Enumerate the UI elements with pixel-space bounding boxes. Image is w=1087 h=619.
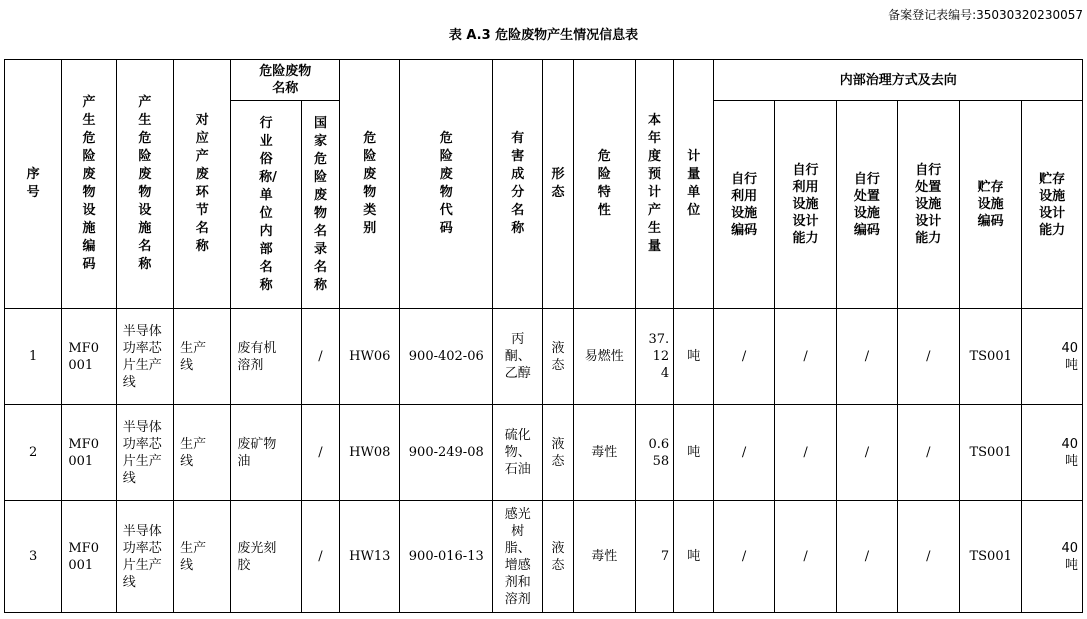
cell-code: 900-016-13 bbox=[400, 501, 493, 613]
cell-storage-capacity: 40吨 bbox=[1022, 309, 1083, 405]
cell-storage-capacity: 40吨 bbox=[1022, 501, 1083, 613]
cell-self-dispose-code: / bbox=[837, 405, 897, 501]
cell-property: 毒性 bbox=[573, 501, 635, 613]
cell-storage-capacity: 40吨 bbox=[1022, 405, 1083, 501]
record-number: 备案登记表编号:35030320230057 bbox=[888, 8, 1083, 22]
header-unit: 计量单位 bbox=[674, 60, 714, 309]
cell-facility-name: 半导体功率芯片生产线 bbox=[116, 309, 173, 405]
header-category: 危险废物类别 bbox=[340, 60, 400, 309]
cell-process: 生产线 bbox=[174, 309, 231, 405]
cell-industry-name: 废有机溶剂 bbox=[231, 309, 301, 405]
cell-facility-code: MF0001 bbox=[62, 309, 116, 405]
cell-code: 900-402-06 bbox=[400, 309, 493, 405]
cell-self-dispose-code: / bbox=[837, 501, 897, 613]
header-self-use-capacity: 自行利用设施设计能力 bbox=[774, 101, 836, 309]
cell-property: 易燃性 bbox=[573, 309, 635, 405]
table-row bbox=[5, 501, 1083, 613]
header-self-use-code: 自行利用设施编码 bbox=[714, 101, 774, 309]
cell-code: 900-249-08 bbox=[400, 405, 493, 501]
cell-property: 毒性 bbox=[573, 405, 635, 501]
cell-category: HW13 bbox=[340, 501, 400, 613]
cell-facility-code: MF0001 bbox=[62, 405, 116, 501]
header-seq: 序号 bbox=[5, 60, 62, 309]
cell-storage-code: TS001 bbox=[959, 309, 1021, 405]
header-process: 对应产废环节名称 bbox=[174, 60, 231, 309]
cell-self-dispose-capacity: / bbox=[897, 309, 959, 405]
cell-annual-amount: 0.658 bbox=[635, 405, 673, 501]
cell-process: 生产线 bbox=[174, 405, 231, 501]
cell-storage-code: TS001 bbox=[959, 501, 1021, 613]
cell-self-use-capacity: / bbox=[774, 405, 836, 501]
cell-category: HW06 bbox=[340, 309, 400, 405]
cell-national-name: / bbox=[301, 405, 339, 501]
cell-harmful: 丙酮、乙醇 bbox=[493, 309, 543, 405]
header-internal-group: 内部治理方式及去向 bbox=[714, 60, 1083, 101]
header-self-dispose-capacity: 自行处置设施设计能力 bbox=[897, 101, 959, 309]
header-code: 危险废物代码 bbox=[400, 60, 493, 309]
cell-self-use-code: / bbox=[714, 501, 774, 613]
cell-industry-name: 废光刻胶 bbox=[231, 501, 301, 613]
cell-self-dispose-capacity: / bbox=[897, 405, 959, 501]
cell-unit: 吨 bbox=[674, 501, 714, 613]
header-industry-name: 行业俗称/单位内部名称 bbox=[231, 101, 301, 309]
cell-self-use-code: / bbox=[714, 309, 774, 405]
header-harmful: 有害成分名称 bbox=[493, 60, 543, 309]
cell-storage-code: TS001 bbox=[959, 405, 1021, 501]
cell-annual-amount: 7 bbox=[635, 501, 673, 613]
cell-national-name: / bbox=[301, 309, 339, 405]
header-form: 形态 bbox=[543, 60, 573, 309]
header-property: 危险特性 bbox=[573, 60, 635, 309]
cell-national-name: / bbox=[301, 501, 339, 613]
cell-self-use-capacity: / bbox=[774, 309, 836, 405]
header-facility-name: 产生危险废物设施名称 bbox=[116, 60, 173, 309]
cell-seq: 1 bbox=[5, 309, 62, 405]
cell-category: HW08 bbox=[340, 405, 400, 501]
cell-harmful: 感光树脂、增感剂和溶剂 bbox=[493, 501, 543, 613]
table-title: 表 A.3 危险废物产生情况信息表 bbox=[448, 28, 639, 43]
cell-annual-amount: 37.124 bbox=[635, 309, 673, 405]
cell-facility-name: 半导体功率芯片生产线 bbox=[116, 501, 173, 613]
cell-harmful: 硫化物、石油 bbox=[493, 405, 543, 501]
cell-seq: 3 bbox=[5, 501, 62, 613]
cell-industry-name: 废矿物油 bbox=[231, 405, 301, 501]
cell-process: 生产线 bbox=[174, 501, 231, 613]
cell-self-use-code: / bbox=[714, 405, 774, 501]
cell-form: 液态 bbox=[543, 405, 573, 501]
cell-self-dispose-capacity: / bbox=[897, 501, 959, 613]
header-storage-capacity: 贮存设施设计能力 bbox=[1022, 101, 1083, 309]
table-row bbox=[5, 309, 1083, 405]
cell-unit: 吨 bbox=[674, 405, 714, 501]
header-annual-amount: 本年度预计产生量 bbox=[635, 60, 673, 309]
table-row bbox=[5, 405, 1083, 501]
cell-facility-name: 半导体功率芯片生产线 bbox=[116, 405, 173, 501]
hazardous-waste-table bbox=[4, 59, 1083, 613]
header-self-dispose-code: 自行处置设施编码 bbox=[837, 101, 897, 309]
header-storage-code: 贮存设施编码 bbox=[959, 101, 1021, 309]
header-national-name: 国家危险废物名录名称 bbox=[301, 101, 339, 309]
cell-self-dispose-code: / bbox=[837, 309, 897, 405]
cell-form: 液态 bbox=[543, 309, 573, 405]
cell-facility-code: MF0001 bbox=[62, 501, 116, 613]
cell-self-use-capacity: / bbox=[774, 501, 836, 613]
cell-form: 液态 bbox=[543, 501, 573, 613]
header-waste-name-group: 危险废物名称 bbox=[231, 60, 340, 101]
cell-unit: 吨 bbox=[674, 309, 714, 405]
cell-seq: 2 bbox=[5, 405, 62, 501]
header-facility-code: 产生危险废物设施编码 bbox=[62, 60, 116, 309]
